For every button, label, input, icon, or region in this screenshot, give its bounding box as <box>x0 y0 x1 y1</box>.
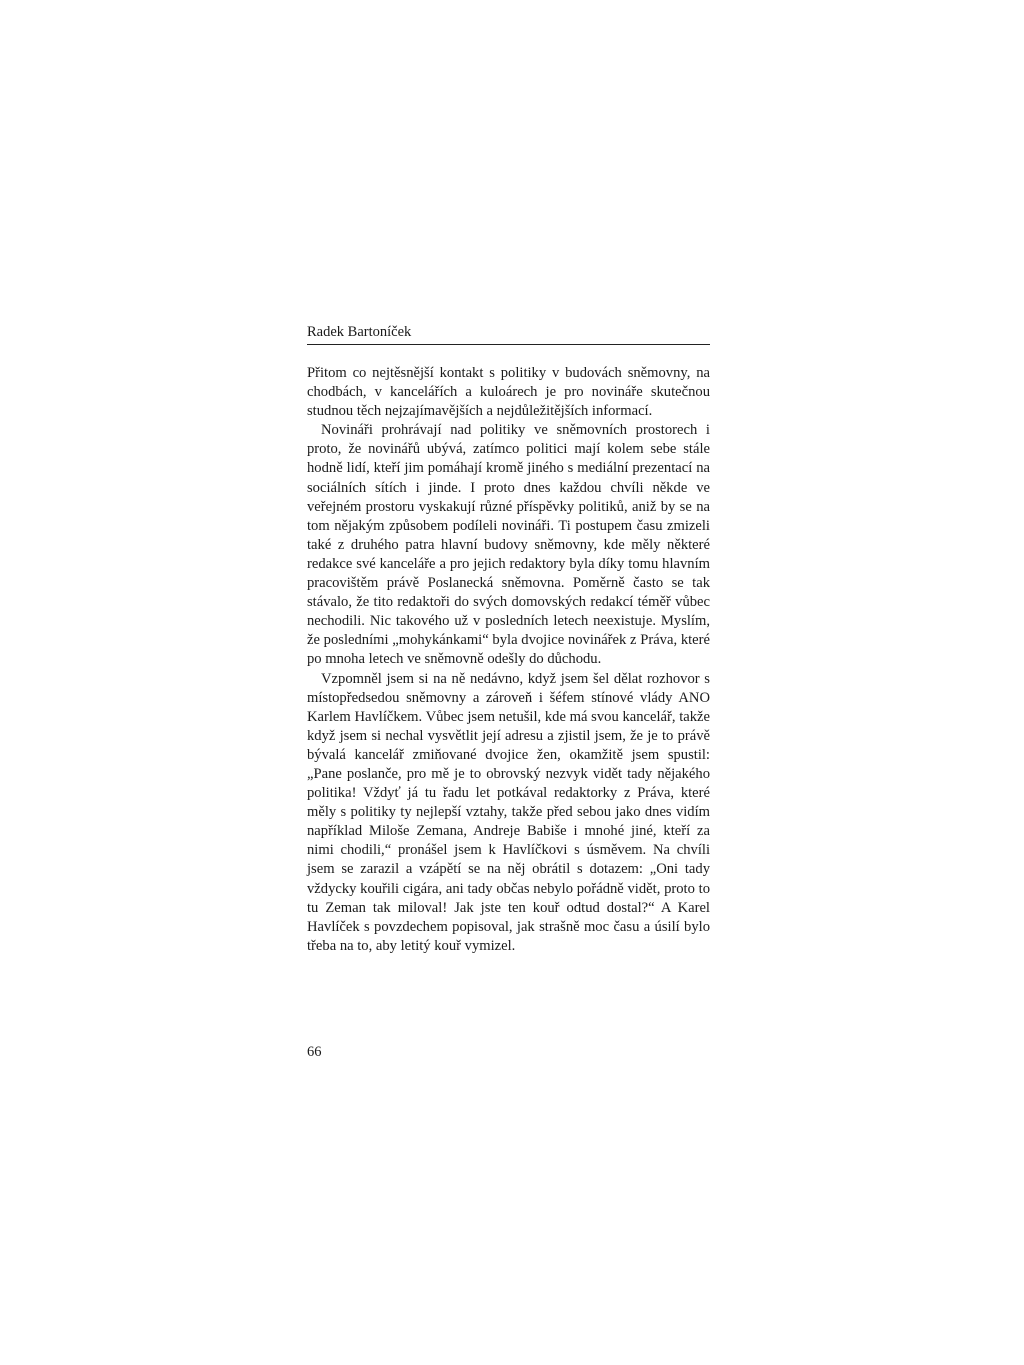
paragraph-1: Přitom co nejtěsnější kontakt s politiky v budovách sněmovny, na chodbách, v kancelářích a kuloárech je pro novináře skutečnou studnou těch nejzajímavějších a nejdůležitějších informací. <box>307 365 710 420</box>
paragraph-2: Novináři prohrávají nad politiky ve sněmovních prostorech i proto, že novinářů ubývá, zatímco politici mají kolem sebe stále hodně lidí, kteří jim pomáhají kromě jiného s mediální prezentací na sociálních sítích i jinde. I proto dnes každou chvíli někde ve veřejném prostoru vyskakují různé příspěvky politiků, aniž by se na tom nějakým způsobem podíleli novináři. Ti postupem času zmizeli také z druhého patra hlavní budovy sněmovny, kde měly některé redakce své kanceláře a pro jejich redaktory byla díky tomu hlavním pracovištěm právě Poslanecká sněmovna. Poměrně často se tak stávalo, že tito redaktoři do svých domovských redakcí téměř vůbec nechodili. Nic takového už v posledních letech neexistuje. Myslím, že posledními „mohykánkami“ byla dvojice novinářek z Práva, které po mnoha letech ve sněmovně odešly do důchodu. <box>307 422 710 668</box>
paragraph-3: Vzpomněl jsem si na ně nedávno, když jsem šel dělat rozhovor s místopředsedou sněmovny a zároveň i šéfem stínové vlády ANO Karlem Havlíčkem. Vůbec jsem netušil, kde má svou kancelář, takže když jsem si nechal vysvětlit její adresu a zjistil jsem, že je to právě bývalá kancelář zmiňované dvojice žen, okamžitě jsem spustil: „Pane poslanče, pro mě je to obrovský nezvyk vidět tady nějakého politika! Vždyť já tu řadu let potkával redaktorky z Práva, které měly s politiky ty nejlepší vztahy, takže před sebou jako dnes vidím například Miloše Zemana, Andreje Babiše i mnohé jiné, kteří za nimi chodili,“ pronášel jsem k Havlíčkovi s úsměvem. Na chvíli jsem se zarazil a vzápětí se na něj obrátil s dotazem: „Oni tady vždycky kouřili cigára, ani tady občas nebylo pořádně vidět, proto to tu Zeman tak miloval! Jak jste ten kouř odtud dostal?“ A Karel Havlíček s povzdechem popisoval, jak strašně moc času a úsilí bylo třeba na to, aby letitý kouř vymizel. <box>307 670 710 954</box>
page-text-block <box>307 322 710 956</box>
running-head-author: Radek Bartoníček <box>307 322 710 345</box>
page-number: 66 <box>307 1044 322 1060</box>
body-text <box>307 364 710 956</box>
